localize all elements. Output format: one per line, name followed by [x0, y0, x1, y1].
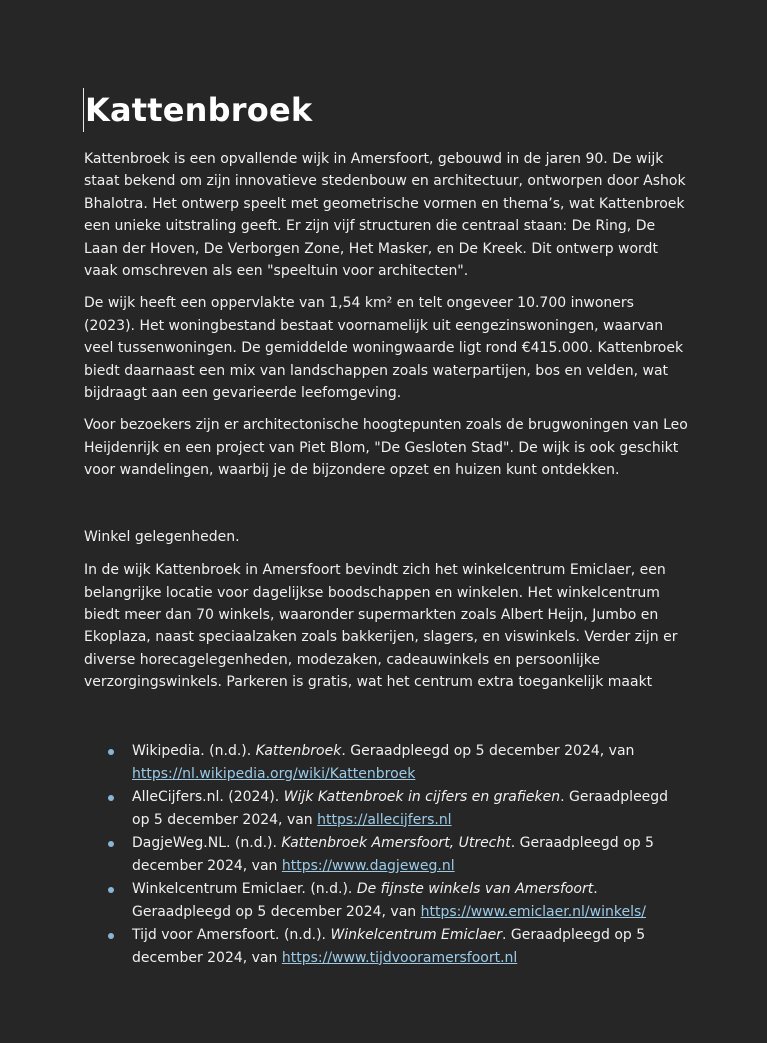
reference-link[interactable]: https://www.tijdvooramersfoort.nl [281, 949, 518, 966]
bullet-icon [108, 887, 114, 893]
reference-item [84, 740, 688, 786]
reference-link[interactable]: https://nl.wikipedia.org/wiki/Kattenbroek [132, 765, 416, 782]
bullet-icon [108, 795, 114, 801]
reference-link[interactable]: https://www.emiclaer.nl/winkels/ [420, 903, 646, 920]
paragraph-intro[interactable]: Kattenbroek is een opvallende wijk in Amersfoort, gebouwd in de jaren 90. De wijk staat bekend om zijn innovatieve stedenbouw en architectuur, ontworpen door Ashok Bhalotra. Het ontwerp speelt met geometrische vormen en thema’s, wat Kattenbroek een unieke uitstraling geeft. Er zijn vijf structuren die centraal staan: De Ring, De Laan der Hoven, De Verborgen Zone, Het Masker, en De Kreek. Dit ontwerp wordt vaak omschreven als een "speeltuin voor architecten". [84, 151, 686, 280]
reference-work: Wijk Kattenbroek in cijfers en grafieken [283, 788, 561, 805]
text-cursor [83, 88, 84, 132]
reference-item [84, 924, 688, 970]
reference-item [84, 786, 688, 832]
reference-retrieved: . Geraadpleegd op 5 december 2024, van [132, 788, 669, 828]
reference-retrieved: . Geraadpleegd op 5 december 2024, van [132, 926, 646, 966]
reference-list [84, 740, 688, 970]
reference-retrieved: . Geraadpleegd op 5 december 2024, van [132, 880, 598, 920]
reference-work: De fijnste winkels van Amersfoort [356, 880, 594, 897]
reference-work: Kattenbroek Amersfoort, Utrecht [281, 834, 511, 851]
reference-author: Wikipedia. (n.d.). [132, 742, 256, 759]
reference-author: DagjeWeg.NL. (n.d.). [132, 834, 282, 851]
reference-retrieved: . Geraadpleegd op 5 december 2024, van [132, 834, 654, 874]
document-title[interactable]: Kattenbroek [85, 91, 313, 129]
reference-author: AlleCijfers.nl. (2024). [132, 788, 284, 805]
reference-item [84, 832, 688, 878]
reference-author: Tijd voor Amersfoort. (n.d.). [132, 926, 331, 943]
reference-author: Winkelcentrum Emiclaer. (n.d.). [132, 880, 357, 897]
reference-link[interactable]: https://allecijfers.nl [317, 811, 452, 828]
reference-link[interactable]: https://www.dagjeweg.nl [281, 857, 455, 874]
reference-item [84, 878, 688, 924]
reference-work: Kattenbroek [255, 742, 342, 759]
bullet-icon [108, 749, 114, 755]
bullet-icon [108, 933, 114, 939]
paragraph-visitors[interactable]: Voor bezoekers zijn er architectonische hoogtepunten zoals de brugwoningen van Leo Heijdenrijk en een project van Piet Blom, "De Gesloten Stad". De wijk is ook geschikt voor wandelingen, waarbij je de bijzondere opzet en huizen kunt ontdekken. [84, 417, 688, 479]
paragraph-demographics[interactable]: De wijk heeft een oppervlakte van 1,54 km² en telt ongeveer 10.700 inwoners (2023). Het woningbestand bestaat voornamelijk uit eengezinswoningen, waarvan veel tussenwoningen. De gemiddelde woningwaarde ligt rond €415.000. Kattenbroek biedt daarnaast een mix van landschappen zoals waterpartijen, bos en velden, wat bijdraagt aan een gevarieerde leefomgeving. [84, 295, 684, 402]
paragraph-shopping[interactable]: In de wijk Kattenbroek in Amersfoort bevindt zich het winkelcentrum Emiclaer, een belangrijke locatie voor dagelijkse boodschappen en winkelen. Het winkelcentrum biedt meer dan 70 winkels, waaronder supermarkten zoals Albert Heijn, Jumbo en Ekoplaza, naast speciaalzaken zoals bakkerijen, slagers, en viswinkels. Verder zijn er diverse horecagelegenheden, modezaken, cadeauwinkels en persoonlijke verzorgingswinkels. Parkeren is gratis, wat het centrum extra toegankelijk maakt [84, 562, 678, 691]
bullet-icon [108, 841, 114, 847]
reference-work: Winkelcentrum Emiclaer [330, 926, 502, 943]
document-body [84, 86, 688, 970]
reference-retrieved: . Geraadpleegd op 5 december 2024, van [341, 742, 635, 759]
section-heading-shopping[interactable]: Winkel gelegenheden. [84, 528, 240, 545]
